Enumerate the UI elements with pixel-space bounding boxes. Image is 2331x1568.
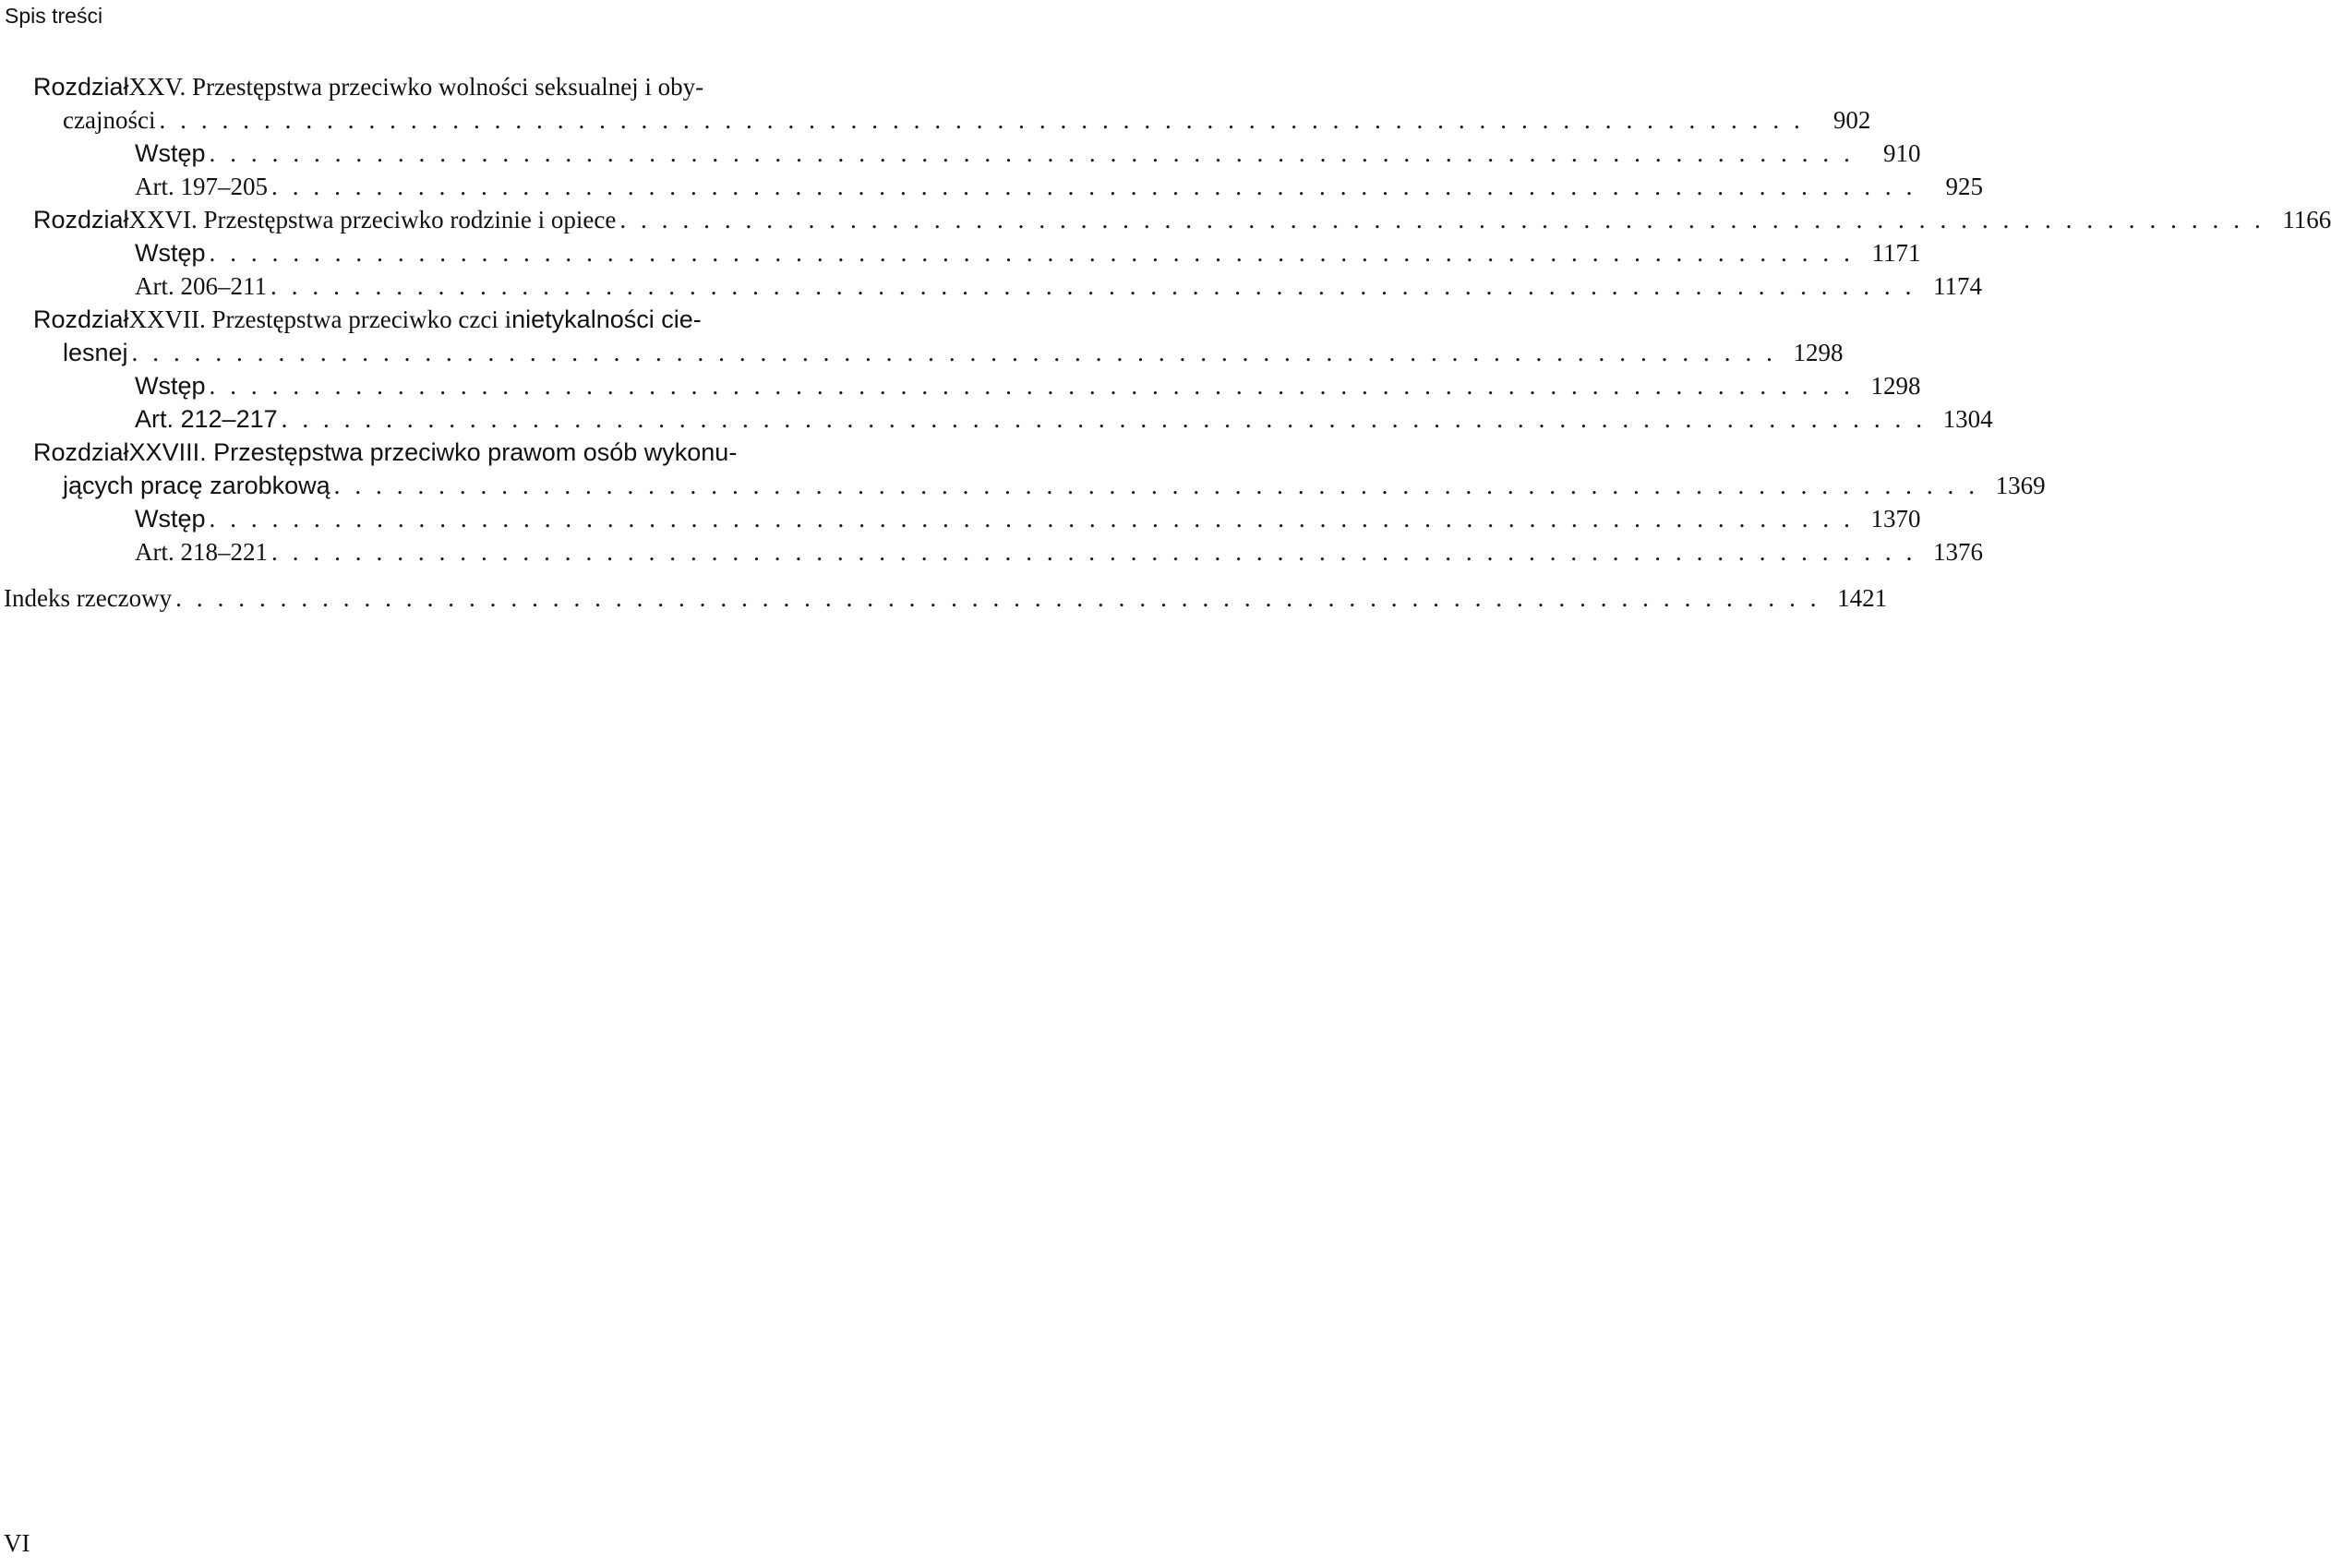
page-number: 1376	[1932, 538, 1983, 566]
toc-chapter-25[interactable]	[0, 70, 1871, 137]
entry-title: Art. 212–217	[135, 405, 278, 433]
toc-entry-wstep[interactable]	[0, 137, 1921, 170]
toc-chapter-28[interactable]	[0, 436, 2046, 502]
dot-leader: . . . . . . . . . . . . . . . . . . . . . . . . . . . . . . . . . . . . . . . . . . . . . . . . . . . . . . . . . . . . . . . . . . . . . . . . . . . . . . .	[271, 173, 1916, 200]
chapter-word: Rozdział	[33, 438, 129, 466]
page-number: 910	[1882, 139, 1921, 167]
entry-title: Art. 206–211	[135, 272, 267, 300]
page-number: 1166	[2282, 206, 2331, 233]
page-number: 1171	[1871, 239, 1921, 267]
page-folio: VI	[4, 1529, 30, 1557]
toc-entry-index[interactable]	[0, 581, 1888, 615]
dot-leader: . . . . . . . . . . . . . . . . . . . . . . . . . . . . . . . . . . . . . . . . . . . . . . . . . . . . . . . . . . . . . . . . . . . . . . . . . . . . . . .	[209, 372, 1855, 400]
page-number: 1370	[1870, 505, 1921, 533]
dot-leader: . . . . . . . . . . . . . . . . . . . . . . . . . . . . . . . . . . . . . . . . . . . . . . . . . . . . . . . . . . . . . . . . . . . . . . . . . . . . . . .	[159, 106, 1805, 134]
page-number: 1369	[1995, 472, 2046, 499]
chapter-word: Rozdział	[33, 305, 129, 333]
chapter-title: XXVI. Przestępstwa przeciwko rodzinie i opiece	[128, 206, 617, 233]
toc-entry-wstep[interactable]	[0, 502, 1921, 535]
toc-chapter-heading	[33, 70, 882, 103]
toc-entry-wstep[interactable]	[0, 369, 1921, 402]
chapter-word: Rozdział	[33, 73, 129, 101]
entry-title: Wstęp	[135, 139, 206, 167]
dot-leader: . . . . . . . . . . . . . . . . . . . . . . . . . . . . . . . . . . . . . . . . . . . . . . . . . . . . . . . . . . . . . . . . . . . . . . . . . . . . . . .	[333, 472, 1979, 499]
chapter-title-continuation: lesnej	[63, 339, 128, 366]
dot-leader: . . . . . . . . . . . . . . . . . . . . . . . . . . . . . . . . . . . . . . . . . . . . . . . . . . . . . . . . . . . . . . . . . . . . . . . . . . . . . . .	[209, 139, 1855, 167]
chapter-title: XXV. Przestępstwa przeciwko wolności seksualnej i oby-	[128, 73, 704, 101]
entry-title: Wstęp	[135, 239, 206, 267]
page-number: 1174	[1932, 272, 1982, 300]
page-number: 925	[1945, 173, 1983, 200]
toc-entry-wstep[interactable]	[0, 236, 1921, 269]
toc-entry-art[interactable]	[0, 170, 1983, 203]
toc-entry-art[interactable]	[0, 402, 1993, 436]
entry-title: Wstęp	[135, 372, 206, 400]
toc-chapter-continuation	[33, 103, 1871, 137]
chapter-title: XXVII. Przestępstwa przeciwko czci i	[128, 305, 512, 333]
toc-entry-art[interactable]	[0, 535, 1983, 569]
chapter-title-continuation: czajności	[63, 106, 156, 134]
chapter-title: XXVIII. Przestępstwa przeciwko prawom osób wykonu-	[128, 438, 738, 466]
dot-leader: . . . . . . . . . . . . . . . . . . . . . . . . . . . . . . . . . . . . . . . . . . . . . . . . . . . . . . . . . . . . . . . . . . . . . . . . . . . . . . .	[209, 505, 1855, 533]
entry-title: Art. 218–221	[135, 538, 268, 566]
table-of-contents	[0, 70, 2331, 615]
toc-chapter-26[interactable]	[0, 203, 2331, 236]
entry-title: Indeks rzeczowy	[4, 584, 173, 612]
page-number: 1298	[1793, 339, 1844, 366]
dot-leader: . . . . . . . . . . . . . . . . . . . . . . . . . . . . . . . . . . . . . . . . . . . . . . . . . . . . . . . . . . . . . . . . . . . . . . . . . . . . . . .	[175, 584, 1821, 612]
chapter-word: Rozdział	[33, 206, 129, 233]
chapter-title-sans: nietykalności cie-	[511, 305, 702, 333]
entry-title: Wstęp	[135, 505, 206, 533]
page-number: 902	[1832, 106, 1871, 134]
dot-leader: . . . . . . . . . . . . . . . . . . . . . . . . . . . . . . . . . . . . . . . . . . . . . . . . . . . . . . . . . . . . . . . . . . . . . . . . . . . . . . .	[131, 339, 1777, 366]
page-number: 1304	[1942, 405, 1993, 433]
toc-entry-art[interactable]	[0, 269, 1982, 303]
dot-leader: . . . . . . . . . . . . . . . . . . . . . . . . . . . . . . . . . . . . . . . . . . . . . . . . . . . . . . . . . . . . . . . . . . . . . . . . . . . . . . .	[271, 538, 1916, 566]
page-number: 1421	[1837, 584, 1888, 612]
dot-leader: . . . . . . . . . . . . . . . . . . . . . . . . . . . . . . . . . . . . . . . . . . . . . . . . . . . . . . . . . . . . . . . . . . . . . . . . . . . . . . .	[281, 405, 1927, 433]
dot-leader: . . . . . . . . . . . . . . . . . . . . . . . . . . . . . . . . . . . . . . . . . . . . . . . . . . . . . . . . . . . . . . . . . . . . . . . . . . . . . . .	[270, 272, 1916, 300]
running-head: Spis treści	[5, 4, 103, 28]
entry-title: Art. 197–205	[135, 173, 268, 200]
dot-leader: . . . . . . . . . . . . . . . . . . . . . . . . . . . . . . . . . . . . . . . . . . . . . . . . . . . . . . . . . . . . . . . . . . . . . . . . . . . . . . .	[209, 239, 1855, 267]
page-number: 1298	[1870, 372, 1921, 400]
toc-chapter-27[interactable]	[0, 303, 1844, 369]
chapter-title-continuation: jących pracę zarobkową	[63, 472, 330, 499]
dot-leader: . . . . . . . . . . . . . . . . . . . . . . . . . . . . . . . . . . . . . . . . . . . . . . . . . . . . . . . . . . . . . . . . . . . . . . . . . . . . . . .	[619, 206, 2265, 233]
